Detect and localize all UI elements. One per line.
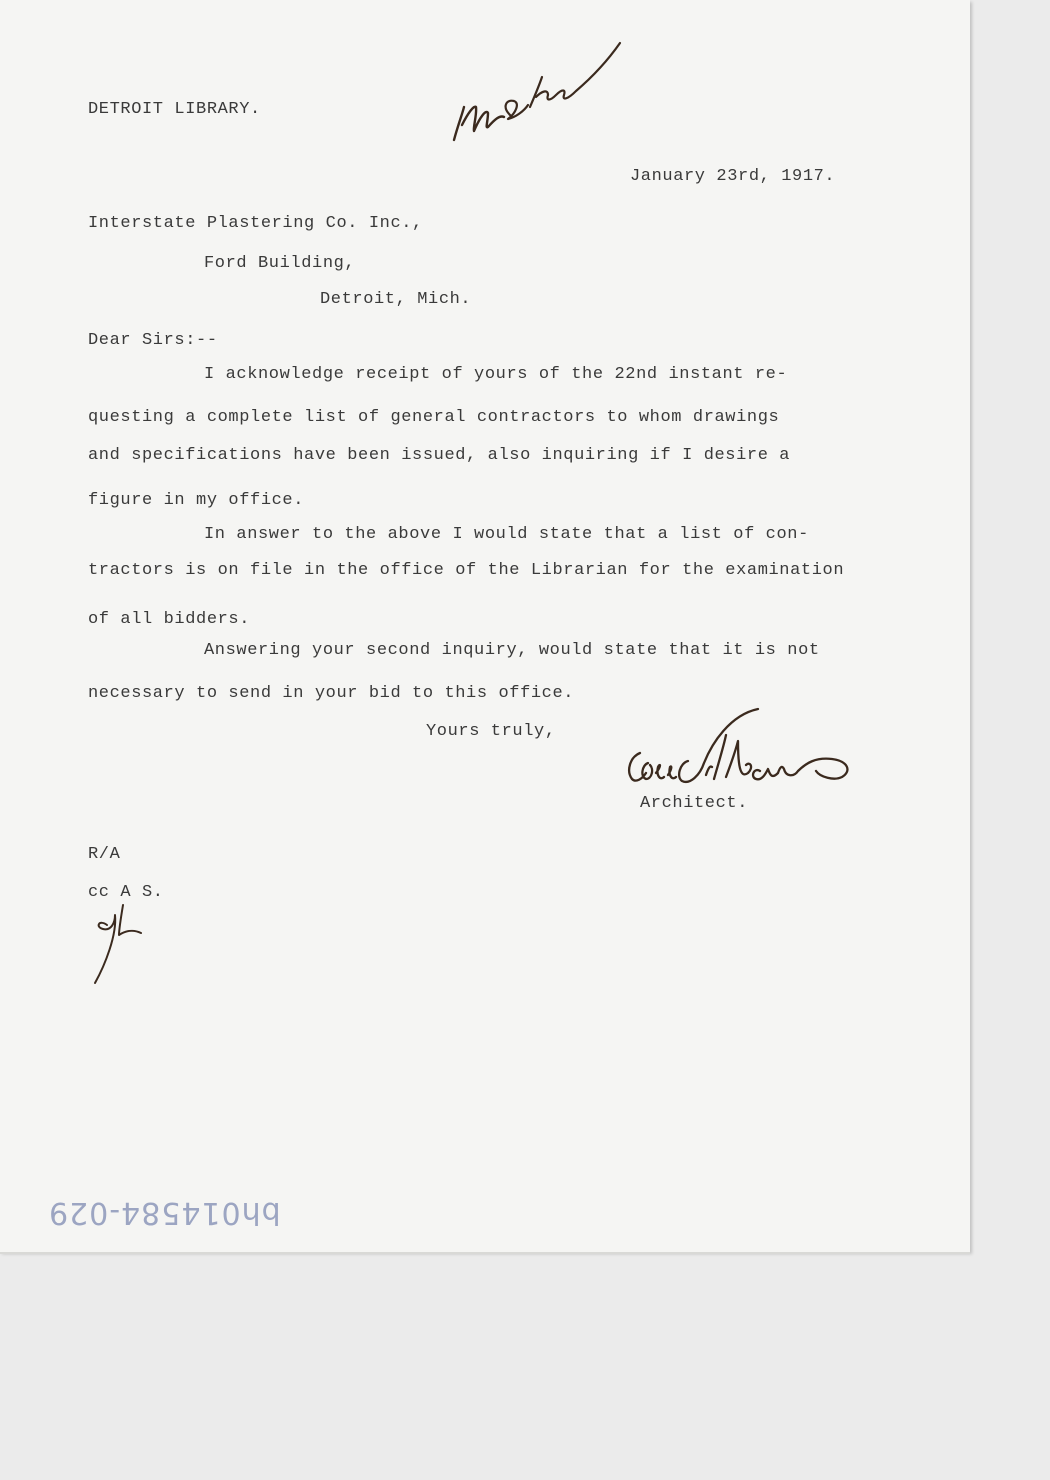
letterhead: DETROIT LIBRARY. — [88, 100, 261, 119]
body-line: questing a complete list of general contractors to whom drawings — [88, 408, 780, 427]
reference-initials: R/A — [88, 845, 121, 864]
body-line: Answering your second inquiry, would state that it is not — [204, 641, 820, 660]
archive-stamp: bh014584-029 — [48, 1195, 281, 1230]
body-line: figure in my office. — [88, 491, 305, 510]
body-line: necessary to send in your bid to this office. — [88, 684, 575, 703]
closing: Yours truly, — [426, 722, 556, 741]
recipient-city: Detroit, Mich. — [320, 290, 472, 309]
signature — [620, 705, 870, 795]
body-line: tractors is on file in the office of the Librarian for the examination — [88, 561, 845, 580]
handwritten-annotation — [440, 35, 640, 155]
salutation: Dear Sirs:-- — [88, 331, 218, 350]
recipient-name: Interstate Plastering Co. Inc., — [88, 214, 423, 233]
body-line: of all bidders. — [88, 610, 251, 629]
letter-date: January 23rd, 1917. — [630, 167, 836, 186]
handwritten-initials — [85, 895, 155, 995]
sheet-edge — [0, 1252, 970, 1254]
recipient-building: Ford Building, — [204, 254, 356, 273]
body-line: In answer to the above I would state that a list of con- — [204, 525, 809, 544]
carbon-copy: cc A S. — [88, 883, 164, 902]
body-line: and specifications have been issued, also inquiring if I desire a — [88, 446, 791, 465]
signer-title: Architect. — [640, 794, 749, 813]
body-line: I acknowledge receipt of yours of the 22nd instant re- — [204, 365, 788, 384]
